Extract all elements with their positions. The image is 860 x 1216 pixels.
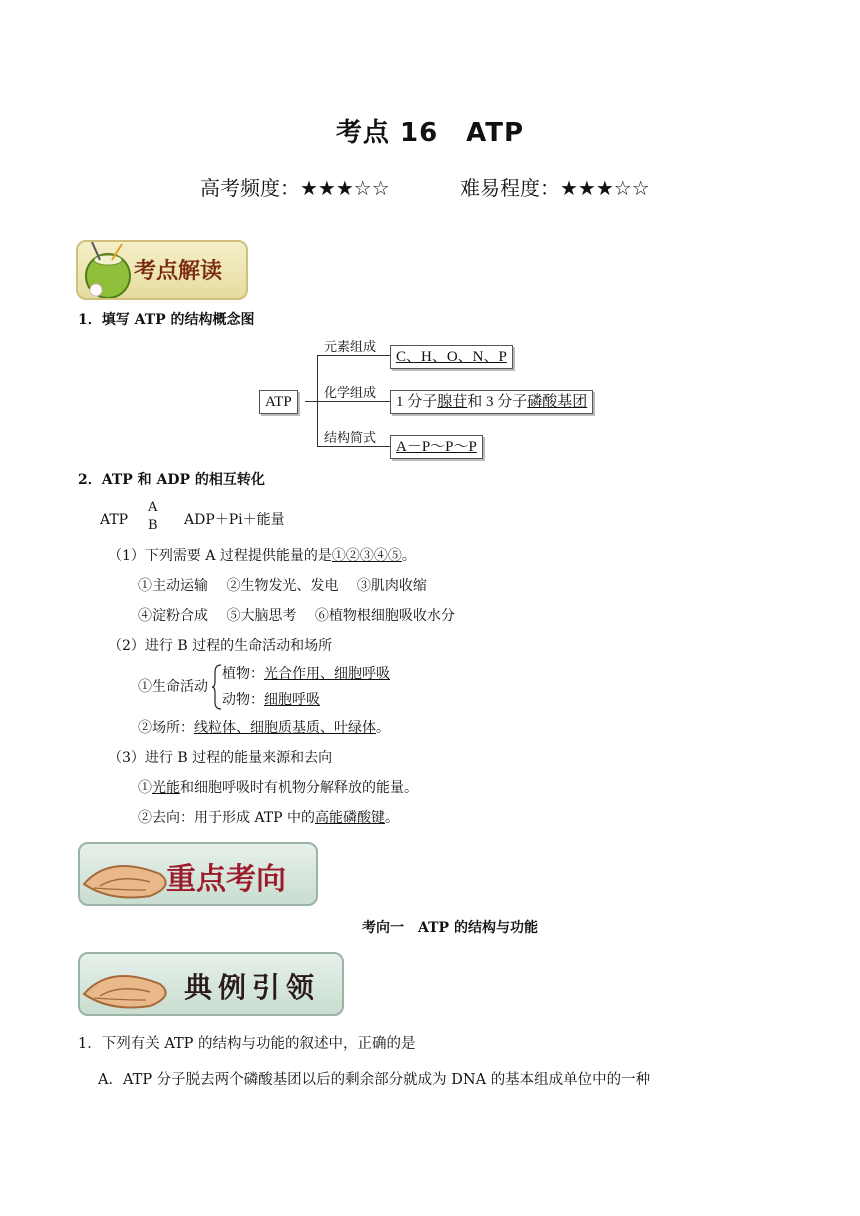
q3: （3）进行 B 过程的能量来源和去向: [108, 750, 333, 766]
kaodian-banner: [76, 240, 248, 300]
branch1-label: 元素组成: [324, 340, 377, 355]
dianli-banner: [78, 952, 344, 1016]
kaodian-banner-label: 考点解读: [134, 258, 223, 284]
concept-root-atp: ATP: [259, 390, 298, 414]
difficulty-rating: 难易程度：★★★☆☆: [460, 176, 650, 200]
example-option-a: A．ATP 分子脱去两个磷酸基团以后的剩余部分就成为 DNA 的基本组成单位中的一种: [98, 1072, 651, 1088]
eq-arrow-b: B: [148, 518, 158, 533]
q2-plant: 植物：光合作用、细胞呼吸: [222, 666, 390, 682]
section1-heading: 1．填写 ATP 的结构概念图: [78, 312, 255, 328]
q2-animal: 动物：细胞呼吸: [222, 692, 320, 708]
q3-destination: ②去向：用于形成 ATP 中的高能磷酸键。: [138, 810, 400, 826]
q1-items-row2: ④淀粉合成 ⑤大脑思考 ⑥植物根细胞吸收水分: [138, 608, 455, 624]
q3-source: ①光能和细胞呼吸时有机物分解释放的能量。: [138, 780, 418, 796]
elements-box: C、H、O、N、P: [390, 345, 513, 369]
direction-heading: 考向一 ATP 的结构与功能: [362, 920, 538, 936]
q1-items-row1: ①主动运输 ②生物发光、发电 ③肌肉收缩: [138, 578, 427, 594]
section2-heading: 2．ATP 和 ADP 的相互转化: [78, 472, 265, 488]
formula-box: A－P～P～P: [390, 435, 483, 459]
example-question: 1．下列有关 ATP 的结构与功能的叙述中，正确的是: [78, 1036, 416, 1052]
difficulty-stars: ★★★☆☆: [560, 176, 650, 200]
eq-arrow-a: A: [148, 500, 158, 515]
zhongdian-banner-label: 重点考向: [166, 862, 286, 897]
eq-adp: ADP＋Pi＋能量: [184, 512, 285, 528]
branch2-label: 化学组成: [324, 386, 377, 401]
eq-atp: ATP: [100, 512, 129, 528]
q2-place: ②场所：线粒体、细胞质基质、叶绿体。: [138, 720, 390, 736]
page-title: 考点 16 ATP: [335, 118, 525, 148]
composition-box: 1 分子腺苷和 3 分子磷酸基团: [390, 390, 593, 414]
frequency-stars: ★★★☆☆: [300, 176, 390, 200]
branch3-label: 结构简式: [324, 431, 377, 446]
zhongdian-banner: [78, 842, 318, 906]
q1: （1）下列需要 A 过程提供能量的是①②③④⑤。: [108, 548, 416, 564]
frequency-rating: 高考频度：★★★☆☆: [200, 176, 390, 200]
brace-icon: [212, 664, 222, 710]
q2: （2）进行 B 过程的生命活动和场所: [108, 638, 333, 654]
dianli-banner-label: 典例引领: [184, 971, 321, 1004]
q2-life-label: ①生命活动: [138, 679, 208, 695]
